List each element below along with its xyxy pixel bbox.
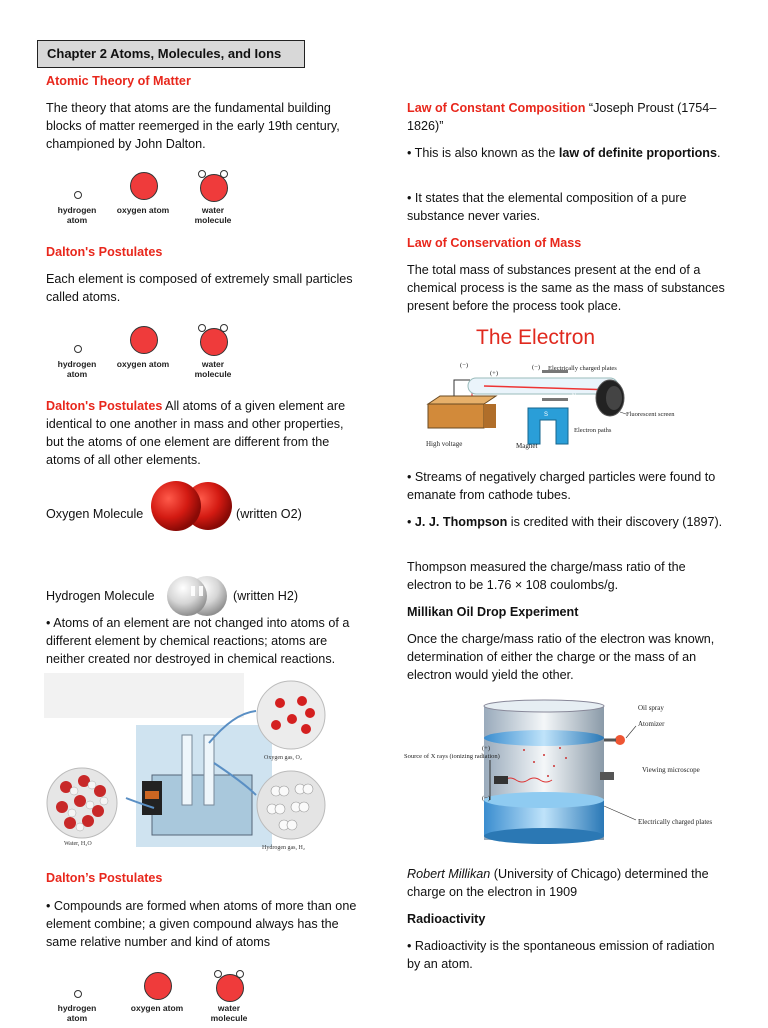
hydrogen-atom-label: hydrogen atom bbox=[57, 1003, 97, 1023]
oxygen-atom-shape bbox=[144, 972, 172, 1000]
oil-minus: (−) bbox=[482, 795, 490, 802]
hydrogen-atom-label: hydrogen atom bbox=[57, 205, 97, 225]
water-label: Water, H₂O bbox=[64, 841, 92, 847]
magnet-label: Magnet bbox=[516, 442, 538, 450]
conservation-text: The total mass of substances present at the end of a chemical process is the same as the mass of substances present before the process took place. bbox=[407, 263, 725, 313]
water-h1 bbox=[198, 324, 206, 332]
definite-proportions bbox=[407, 144, 727, 162]
oxygen-atom-shape bbox=[130, 172, 158, 200]
hydrogen-molecule-label: Hydrogen Molecule bbox=[46, 589, 155, 603]
oxygen-atom-label: oxygen atom bbox=[130, 1003, 184, 1013]
high-voltage-label: High voltage bbox=[426, 440, 463, 448]
water-h2 bbox=[236, 970, 244, 978]
constant-composition bbox=[407, 99, 727, 135]
oil-plus: (+) bbox=[482, 745, 490, 752]
constant-text: “Joseph Proust (1754–1826)” bbox=[407, 101, 717, 133]
thompson-credit bbox=[407, 513, 727, 531]
thompson-prefix: • bbox=[407, 515, 415, 529]
water-h2 bbox=[220, 170, 228, 178]
water-molecule-label: water molecule bbox=[194, 359, 232, 379]
magnet-n: N bbox=[572, 394, 577, 400]
radioactivity-text: • Radioactivity is the spontaneous emission of radiation by an atom. bbox=[407, 939, 715, 971]
electron-minus-1: (−) bbox=[460, 362, 468, 369]
dalton-text-2: All atoms of a given element are identical to one another in mass and other properties, but the atoms of one element are different from the atoms of all other elements. bbox=[46, 399, 346, 467]
pure-text: • It states that the elemental composition of a pure substance never varies. bbox=[407, 191, 687, 223]
oxygen-molecule-image bbox=[148, 480, 234, 532]
millikan-text: Once the charge/mass ratio of the electron was known, determination of either the charge or the mass of an electron would yield the other. bbox=[407, 632, 715, 682]
dalton-text-1: Each element is composed of extremely small particles called atoms. bbox=[46, 272, 353, 304]
hydrogen-molecule-note: (written H2) bbox=[233, 589, 299, 603]
water-molecule-shape bbox=[200, 174, 228, 202]
oxygen-gas-label: Oxygen gas, O₂ bbox=[264, 755, 302, 761]
hydrogen-atom-label: hydrogen atom bbox=[57, 359, 97, 379]
electrolysis-figure bbox=[44, 673, 334, 851]
water-molecule-label: water molecule bbox=[210, 1003, 248, 1023]
page-title: Chapter 2 Atoms, Molecules, and Ions bbox=[37, 40, 305, 68]
water-molecule-shape bbox=[216, 974, 244, 1002]
robert-italic: Robert Millikan bbox=[407, 867, 491, 881]
thompson-suffix: is credited with their discovery (1897). bbox=[507, 515, 723, 529]
definite-suffix: . bbox=[717, 146, 721, 160]
atomizer-label: Atomizer bbox=[638, 720, 665, 728]
streams-text: • Streams of negatively charged particles were found to emanate from cathode tubes. bbox=[407, 470, 716, 502]
electron-paths-label: Electron paths bbox=[574, 427, 612, 434]
dalton-heading-2: Dalton's Postulates bbox=[46, 399, 163, 413]
atomic-theory-text: The theory that atoms are the fundamental building blocks of matter reemerged in the early 19th century, championed by John Dalton. bbox=[46, 101, 340, 151]
water-h1 bbox=[198, 170, 206, 178]
oxygen-molecule-label: Oxygen Molecule bbox=[46, 507, 144, 521]
atomic-theory-heading: Atomic Theory of Matter bbox=[46, 74, 191, 88]
hydrogen-atom-shape bbox=[74, 990, 82, 998]
oxygen-molecule-note: (written O2) bbox=[236, 507, 302, 521]
conservation-heading: Law of Conservation of Mass bbox=[407, 236, 582, 250]
electron-figure-title: The Electron bbox=[476, 326, 596, 349]
magnet-s: S bbox=[544, 412, 549, 418]
bullet-compounds: • Compounds are formed when atoms of more than one element combine; a given compound always has the same relative number and kind of atoms bbox=[46, 899, 357, 949]
hydrogen-atom-shape bbox=[74, 191, 82, 199]
thompson-bold: J. J. Thompson bbox=[414, 515, 508, 529]
millikan-heading: Millikan Oil Drop Experiment bbox=[407, 605, 579, 619]
robert-suffix: (University of Chicago) determined the charge on the electron in 1909 bbox=[407, 867, 709, 899]
oxygen-atom-label: oxygen atom bbox=[116, 205, 170, 215]
definite-bold: law of definite proportions bbox=[558, 146, 718, 160]
dalton-paragraph-2 bbox=[46, 397, 364, 469]
definite-prefix: • This is also known as the bbox=[407, 146, 559, 160]
radioactivity-heading: Radioactivity bbox=[407, 912, 486, 926]
water-h2 bbox=[220, 324, 228, 332]
water-molecule-label: water molecule bbox=[194, 205, 232, 225]
fluorescent-screen-label: Fluorescent screen bbox=[626, 411, 675, 418]
oil-spray-label: Oil spray bbox=[638, 704, 664, 712]
electron-tube-figure bbox=[424, 358, 700, 454]
water-molecule-shape bbox=[200, 328, 228, 356]
atom-row-2 bbox=[48, 322, 248, 382]
electron-minus-2: (−) bbox=[532, 364, 540, 371]
oxygen-atom-label: oxygen atom bbox=[116, 359, 170, 369]
oil-drop-figure bbox=[404, 700, 713, 850]
hydrogen-molecule-image bbox=[165, 574, 229, 618]
electron-plus-1: (+) bbox=[490, 370, 498, 377]
ratio-text: Thompson measured the charge/mass ratio of the electron to be 1.76 × 108 coulombs/g. bbox=[407, 560, 686, 592]
viewing-microscope-label: Viewing microscope bbox=[642, 766, 700, 774]
constant-heading: Law of Constant Composition bbox=[407, 101, 586, 115]
hydrogen-gas-label: Hydrogen gas, H₂ bbox=[262, 845, 305, 851]
water-h1 bbox=[214, 970, 222, 978]
hydrogen-atom-shape bbox=[74, 345, 82, 353]
dalton-heading-3: Dalton’s Postulates bbox=[46, 871, 163, 885]
robert-millikan-text bbox=[407, 865, 727, 901]
dalton-heading-1: Dalton's Postulates bbox=[46, 245, 163, 259]
atom-row-1 bbox=[48, 168, 248, 228]
atom-row-3 bbox=[48, 968, 248, 1028]
oxygen-atom-shape bbox=[130, 326, 158, 354]
charged-plates-label: Electrically charged plates bbox=[548, 365, 617, 372]
xray-label: Source of X rays (ionizing radiation) bbox=[404, 753, 500, 760]
bullet-reactions: • Atoms of an element are not changed into atoms of a different element by chemical reactions; atoms are neither created nor destroyed in chemical reactions. bbox=[46, 616, 350, 666]
charged-plates-label-2: Electrically charged plates bbox=[638, 818, 713, 826]
